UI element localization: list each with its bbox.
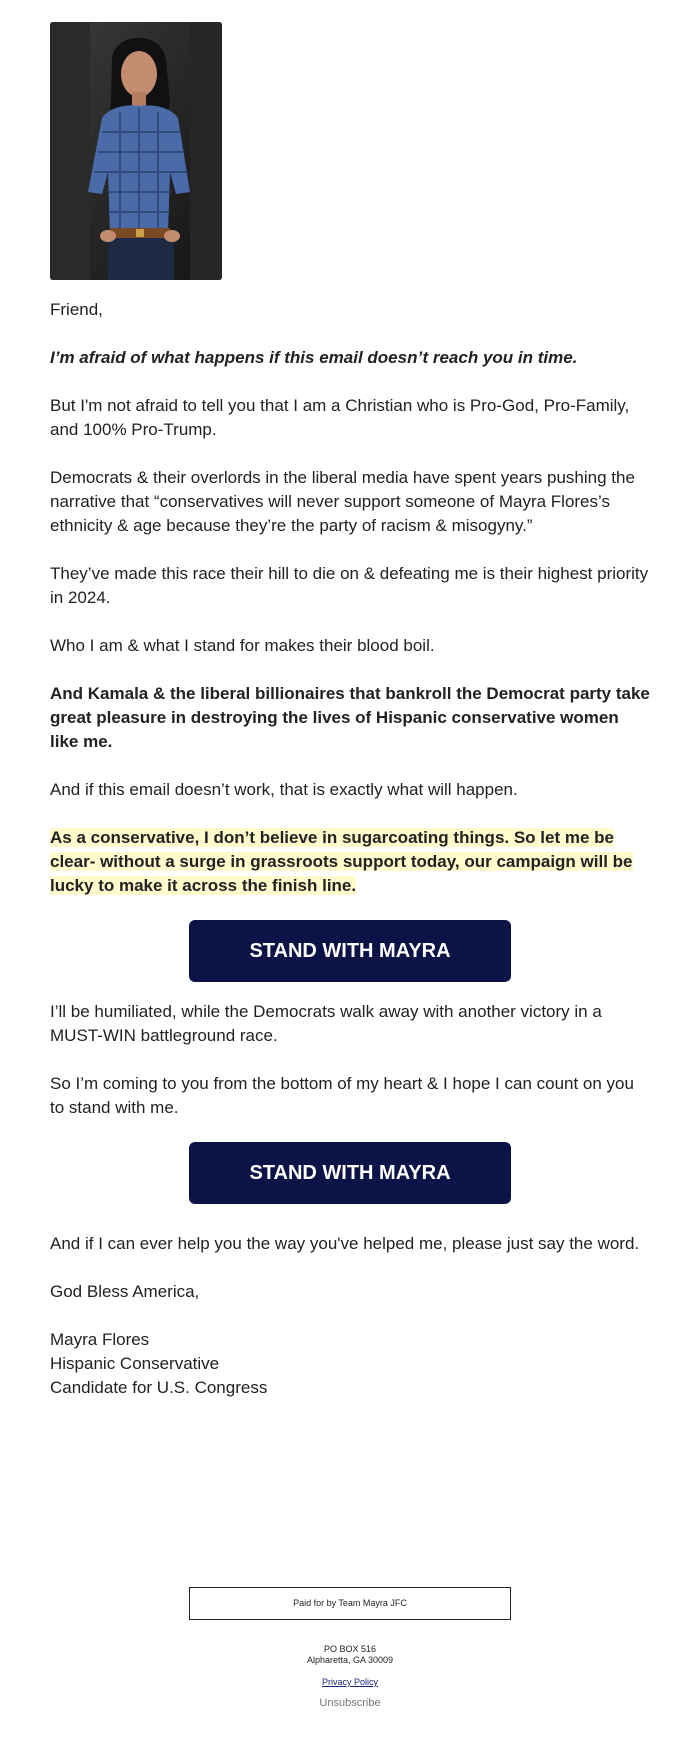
signature-role: Candidate for U.S. Congress <box>50 1378 268 1397</box>
email-body <box>50 22 650 1400</box>
cta-row-1 <box>50 920 650 982</box>
paragraph-hill: They’ve made this race their hill to die on & defeating me is their highest priority in 2024. <box>50 564 649 607</box>
paragraph-heart: So I’m coming to you from the bottom of my heart & I hope I can count on you to stand with me. <box>50 1074 634 1117</box>
signature-title: Hispanic Conservative <box>50 1354 220 1373</box>
email-footer <box>0 1587 700 1709</box>
paragraph-humiliated: I’ll be humiliated, while the Democrats walk away with another victory in a MUST-WIN battleground race. <box>50 1002 602 1045</box>
paragraph-kamala: And Kamala & the liberal billionaires that bankroll the Democrat party take great pleasure in destroying the lives of Hispanic conservative women like me. <box>50 684 650 751</box>
candidate-photo <box>50 22 222 280</box>
mailing-address <box>0 1644 700 1666</box>
paragraph-help: And if I can ever help you the way you've helped me, please just say the word. <box>50 1234 640 1253</box>
greeting: Friend, <box>50 300 103 319</box>
address-line-1: PO BOX 516 <box>323 1644 377 1654</box>
signature <box>50 1328 650 1400</box>
privacy-policy-link[interactable]: Privacy Policy <box>321 1677 378 1687</box>
paragraph-democrats: Democrats & their overlords in the liberal media have spent years pushing the narrative that “conservatives will never support someone of Mayra Flores’s ethnicity & age because they’re the party of racism & misogyny.” <box>50 468 635 535</box>
privacy-row <box>0 1677 700 1687</box>
cta-row-2 <box>50 1142 650 1204</box>
paragraph-who: Who I am & what I stand for makes their blood boil. <box>50 636 435 655</box>
highlighted-paragraph <box>50 826 650 898</box>
stand-with-mayra-button-2[interactable]: STAND WITH MAYRA <box>189 1142 511 1204</box>
signature-name: Mayra Flores <box>50 1330 150 1349</box>
paragraph-pro: But I'm not afraid to tell you that I am a Christian who is Pro-God, Pro-Family, and 100% Pro-Trump. <box>50 396 630 439</box>
unsubscribe-link[interactable]: Unsubscribe <box>319 1697 381 1709</box>
address-line-2: Alpharetta, GA 30009 <box>306 1655 394 1665</box>
paragraph-work: And if this email doesn’t work, that is exactly what will happen. <box>50 780 518 799</box>
paid-for-disclaimer: Paid for by Team Mayra JFC <box>189 1587 511 1620</box>
highlight-text: As a conservative, I don’t believe in sugarcoating things. So let me be clear- without a surge in grassroots support today, our campaign will be lucky to make it across the finish line. <box>50 828 633 895</box>
closing: God Bless America, <box>50 1282 200 1301</box>
stand-with-mayra-button-1[interactable]: STAND WITH MAYRA <box>189 920 511 982</box>
lead-italic-paragraph: I’m afraid of what happens if this email doesn’t reach you in time. <box>50 348 578 367</box>
